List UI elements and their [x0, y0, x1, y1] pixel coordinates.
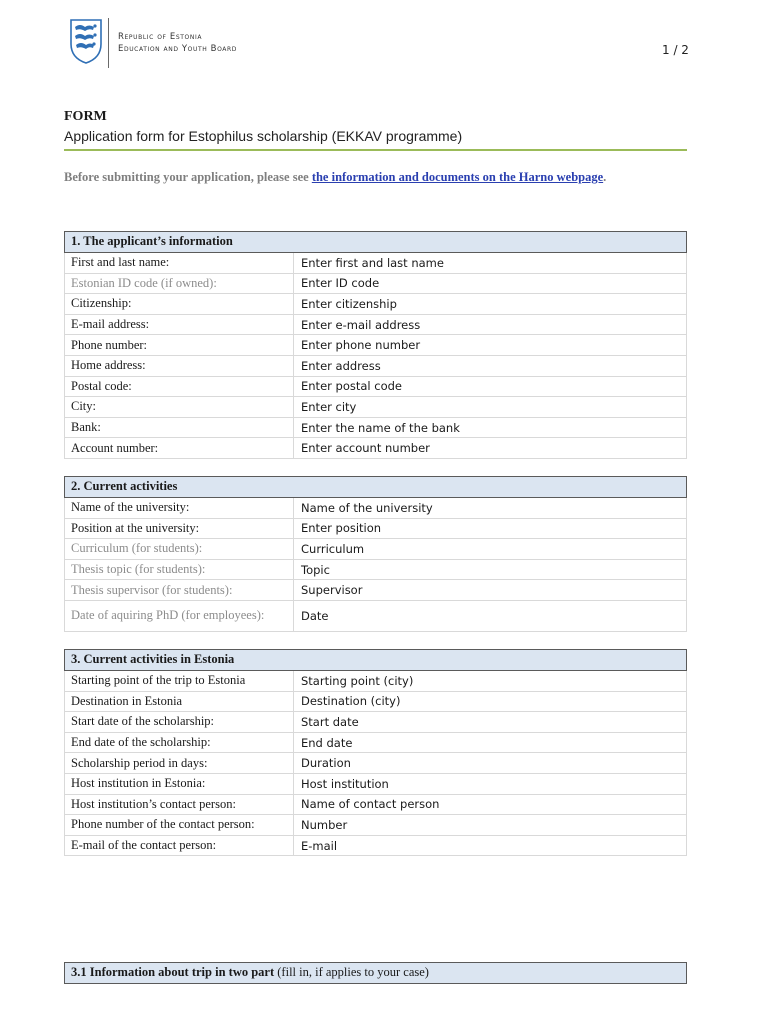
field-label: Bank: [65, 418, 294, 438]
table-row [64, 671, 687, 692]
end-date-field[interactable]: End date [301, 735, 353, 750]
table-row [64, 519, 687, 540]
curriculum-field[interactable]: Curriculum [301, 541, 365, 556]
section-activities-in-estonia [64, 649, 687, 856]
email-field[interactable]: Enter e-mail address [301, 317, 421, 332]
contact-email-field[interactable]: E-mail [301, 838, 338, 853]
field-label: Start date of the scholarship: [65, 712, 294, 732]
logo-text [118, 31, 237, 55]
field-label: End date of the scholarship: [65, 733, 294, 753]
name-field[interactable]: Enter first and last name [301, 255, 444, 270]
table-row [64, 498, 687, 519]
position-field[interactable]: Enter position [301, 521, 382, 536]
table-row [64, 377, 687, 398]
supervisor-field[interactable]: Supervisor [301, 583, 363, 598]
postal-code-field[interactable]: Enter postal code [301, 379, 402, 394]
form-subtitle: Application form for Estophilus scholarship (EKKAV programme) [64, 128, 463, 144]
host-institution-field[interactable]: Host institution [301, 776, 389, 791]
field-label: City: [65, 397, 294, 417]
table-row [64, 418, 687, 439]
title-divider [64, 149, 687, 151]
city-field[interactable]: Enter city [301, 399, 357, 414]
field-label: Position at the university: [65, 519, 294, 539]
table-row [64, 294, 687, 315]
field-label: Name of the university: [65, 498, 294, 518]
field-label: Host institution in Estonia: [65, 774, 294, 794]
field-label: Estonian ID code (if owned): [65, 274, 294, 294]
table-row [64, 438, 687, 459]
logo-line-2: Education and Youth Board [118, 44, 237, 54]
table-row [64, 753, 687, 774]
table-row [64, 774, 687, 795]
section-applicant-info [64, 231, 687, 459]
destination-field[interactable]: Destination (city) [301, 694, 401, 709]
logo-divider [108, 18, 109, 68]
section-heading-note: (fill in, if applies to your case) [274, 965, 429, 979]
field-label: Destination in Estonia [65, 692, 294, 712]
field-label: Phone number of the contact person: [65, 815, 294, 835]
citizenship-field[interactable]: Enter citizenship [301, 296, 397, 311]
table-row [64, 253, 687, 274]
table-row [64, 560, 687, 581]
field-label: Account number: [65, 438, 294, 458]
table-row [64, 836, 687, 857]
field-label: Postal code: [65, 377, 294, 397]
harno-webpage-link[interactable]: the information and documents on the Harno webpage [311, 170, 604, 184]
intro-prefix: Before submitting your application, please see [64, 170, 312, 184]
intro-text [64, 170, 606, 185]
table-row [64, 692, 687, 713]
contact-phone-field[interactable]: Number [301, 817, 348, 832]
table-row [64, 601, 687, 632]
field-label: Host institution’s contact person: [65, 795, 294, 815]
bank-field[interactable]: Enter the name of the bank [301, 420, 460, 435]
address-field[interactable]: Enter address [301, 358, 381, 373]
field-label: Phone number: [65, 335, 294, 355]
phd-date-field[interactable]: Date [301, 608, 329, 623]
field-label: First and last name: [65, 253, 294, 273]
field-label: E-mail of the contact person: [65, 836, 294, 856]
intro-suffix: . [603, 170, 607, 184]
table-row [64, 397, 687, 418]
starting-point-field[interactable]: Starting point (city) [301, 673, 414, 688]
field-label: Curriculum (for students): [65, 539, 294, 559]
section-current-activities [64, 476, 687, 632]
field-label: E-mail address: [65, 315, 294, 335]
university-field[interactable]: Name of the university [301, 500, 433, 515]
table-row [64, 815, 687, 836]
table-row [64, 335, 687, 356]
page-number: 1 / 2 [662, 43, 689, 57]
start-date-field[interactable]: Start date [301, 714, 359, 729]
logo-line-1: Republic of Estonia [118, 32, 203, 42]
field-label: Thesis topic (for students): [65, 560, 294, 580]
table-row [64, 539, 687, 560]
field-label: Date of aquiring PhD (for employees): [65, 601, 294, 631]
field-label: Citizenship: [65, 294, 294, 314]
thesis-topic-field[interactable]: Topic [301, 562, 330, 577]
table-row [64, 580, 687, 601]
table-row [64, 315, 687, 336]
phone-field[interactable]: Enter phone number [301, 338, 421, 353]
estonian-coat-of-arms-icon [68, 18, 104, 64]
table-row [64, 795, 687, 816]
section-heading: 2. Current activities [64, 476, 687, 498]
form-title: FORM [64, 109, 107, 124]
section-heading [64, 962, 687, 984]
field-label: Home address: [65, 356, 294, 376]
field-label: Scholarship period in days: [65, 753, 294, 773]
section-heading: 3. Current activities in Estonia [64, 649, 687, 671]
field-label: Thesis supervisor (for students): [65, 580, 294, 600]
section-heading-title: 3.1 Information about trip in two part [71, 965, 275, 979]
contact-person-field[interactable]: Name of contact person [301, 797, 440, 812]
duration-field[interactable]: Duration [301, 756, 351, 771]
table-row [64, 356, 687, 377]
field-label: Starting point of the trip to Estonia [65, 671, 294, 691]
id-code-field[interactable]: Enter ID code [301, 276, 380, 291]
table-row [64, 274, 687, 295]
table-row [64, 733, 687, 754]
section-two-part-trip [64, 962, 687, 984]
table-row [64, 712, 687, 733]
section-heading: 1. The applicant’s information [64, 231, 687, 253]
account-number-field[interactable]: Enter account number [301, 441, 430, 456]
harno-logo [68, 18, 268, 70]
